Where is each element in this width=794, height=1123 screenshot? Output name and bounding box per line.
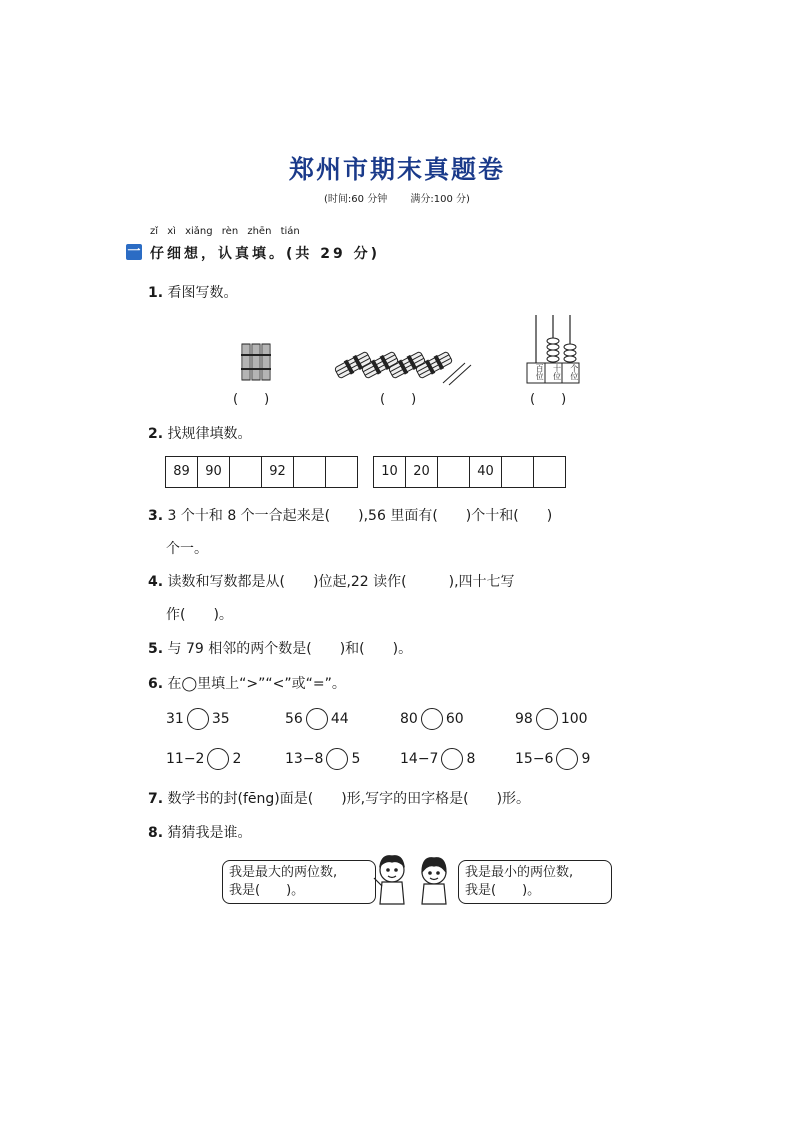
sequence-cell: 90 bbox=[198, 457, 230, 487]
question-number: 1. bbox=[148, 285, 164, 301]
time-limit: (时间:60 分钟 bbox=[324, 194, 388, 205]
left-operand: 15−6 bbox=[515, 751, 554, 767]
sequence-cell: 10 bbox=[374, 457, 406, 487]
sequence-cell: 40 bbox=[470, 457, 502, 487]
bubble-line[interactable]: 我是( )。 bbox=[229, 883, 305, 898]
sequence-blank[interactable] bbox=[534, 457, 565, 487]
compare-circle[interactable] bbox=[187, 708, 209, 730]
question-number: 6. bbox=[148, 676, 164, 692]
sequence-blank[interactable] bbox=[438, 457, 470, 487]
section-badge: 一 bbox=[127, 244, 141, 259]
children-illustration bbox=[368, 850, 458, 906]
compare-circle[interactable] bbox=[421, 708, 443, 730]
bubble-line[interactable]: 我是( )。 bbox=[465, 883, 541, 898]
question-1 bbox=[148, 282, 238, 302]
question-6 bbox=[148, 673, 346, 693]
bubble-line: 我是最小的两位数, bbox=[465, 865, 574, 880]
question-text-cont: 个一。 bbox=[166, 541, 208, 557]
stick-bundles-image bbox=[240, 340, 274, 382]
question-3 bbox=[148, 505, 552, 525]
tens-label: 十位 bbox=[552, 364, 562, 380]
left-operand: 56 bbox=[285, 711, 303, 727]
compare-circle[interactable] bbox=[306, 708, 328, 730]
comparison bbox=[285, 708, 349, 730]
right-operand: 44 bbox=[330, 711, 349, 727]
question-text-cont: 作( )。 bbox=[166, 607, 233, 623]
left-operand: 13−8 bbox=[285, 751, 324, 767]
question-text: 找规律填数。 bbox=[167, 426, 252, 442]
speech-bubble-right bbox=[458, 860, 612, 904]
question-text: 看图写数。 bbox=[167, 285, 238, 301]
left-operand: 14−7 bbox=[400, 751, 439, 767]
question-2 bbox=[148, 423, 252, 443]
sequence-blank[interactable] bbox=[294, 457, 326, 487]
speech-bubble-left bbox=[222, 860, 376, 904]
sequence-blank[interactable] bbox=[230, 457, 262, 487]
question-7 bbox=[148, 788, 530, 808]
left-operand: 31 bbox=[166, 711, 184, 727]
right-operand: 5 bbox=[351, 751, 361, 767]
question-number: 2. bbox=[148, 426, 164, 442]
comparison bbox=[515, 708, 588, 730]
question-text: 与 79 相邻的两个数是( )和( )。 bbox=[167, 641, 413, 657]
compare-circle[interactable] bbox=[536, 708, 558, 730]
sequence-row-2 bbox=[373, 456, 566, 488]
question-8 bbox=[148, 822, 252, 842]
question-4 bbox=[148, 571, 515, 591]
sequence-cell: 92 bbox=[262, 457, 294, 487]
full-score: 满分:100 分) bbox=[410, 194, 470, 205]
question-text: 在◯里填上“>”“<”或“=”。 bbox=[167, 676, 346, 692]
bubble-line: 我是最大的两位数, bbox=[229, 865, 338, 880]
comparison bbox=[400, 748, 475, 770]
question-number: 7. bbox=[148, 791, 164, 807]
compare-circle[interactable] bbox=[556, 748, 578, 770]
comparison bbox=[166, 708, 230, 730]
right-operand: 60 bbox=[445, 711, 464, 727]
left-operand: 80 bbox=[400, 711, 418, 727]
sequence-cell: 89 bbox=[166, 457, 198, 487]
ones-label: 个位 bbox=[569, 364, 579, 380]
compare-circle[interactable] bbox=[441, 748, 463, 770]
section-title: 仔细想，认真填。(共 29 分) bbox=[150, 246, 381, 262]
answer-blank[interactable]: ( ) bbox=[233, 392, 270, 407]
sequence-blank[interactable] bbox=[502, 457, 534, 487]
question-number: 5. bbox=[148, 641, 164, 657]
exam-info bbox=[0, 190, 794, 205]
comparison bbox=[400, 708, 464, 730]
compare-circle[interactable] bbox=[207, 748, 229, 770]
left-operand: 98 bbox=[515, 711, 533, 727]
page-title: 郑州市期末真题卷 bbox=[288, 155, 505, 184]
question-text: 读数和写数都是从( )位起,22 读作( ),四十七写 bbox=[167, 574, 515, 590]
right-operand: 35 bbox=[211, 711, 230, 727]
comparison bbox=[515, 748, 590, 770]
compare-circle[interactable] bbox=[326, 748, 348, 770]
comparison bbox=[166, 748, 241, 770]
right-operand: 2 bbox=[232, 751, 242, 767]
hundreds-label: 百位 bbox=[535, 364, 545, 380]
question-text: 数学书的封(fēng)面是( )形,写字的田字格是( )形。 bbox=[167, 791, 531, 807]
question-text: 3 个十和 8 个一合起来是( ),56 里面有( )个十和( ) bbox=[167, 508, 553, 524]
answer-blank[interactable]: ( ) bbox=[530, 392, 567, 407]
question-5 bbox=[148, 638, 412, 658]
answer-blank[interactable]: ( ) bbox=[380, 392, 417, 407]
abacus-labels bbox=[527, 363, 579, 381]
right-operand: 100 bbox=[560, 711, 588, 727]
question-number: 4. bbox=[148, 574, 164, 590]
comparison bbox=[285, 748, 360, 770]
sequence-blank[interactable] bbox=[326, 457, 357, 487]
sequence-cell: 20 bbox=[406, 457, 438, 487]
right-operand: 9 bbox=[581, 751, 591, 767]
question-number: 8. bbox=[148, 825, 164, 841]
section-pinyin: zǐ xì xiǎng rèn zhēn tián bbox=[150, 226, 300, 237]
question-number: 3. bbox=[148, 508, 164, 524]
left-operand: 11−2 bbox=[166, 751, 205, 767]
right-operand: 8 bbox=[466, 751, 476, 767]
sequence-row-1 bbox=[165, 456, 358, 488]
question-text: 猜猜我是谁。 bbox=[167, 825, 252, 841]
tilted-bundles-image bbox=[333, 345, 475, 387]
